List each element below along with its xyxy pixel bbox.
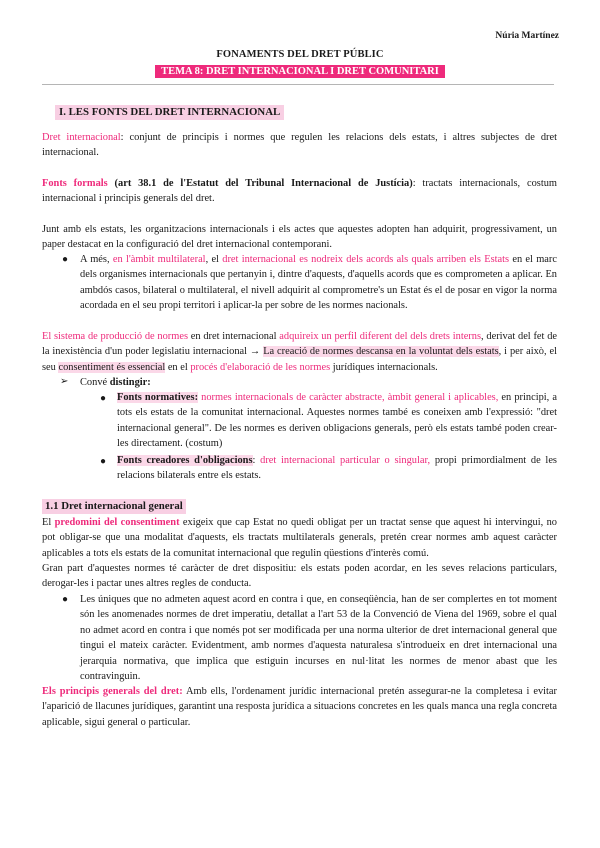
text: El [42, 517, 55, 528]
paragraph-definition [42, 130, 557, 161]
highlight: predomini del consentiment [54, 517, 180, 528]
text: en el [165, 361, 191, 373]
term: Fonts normatives: [117, 392, 199, 403]
text: : [252, 455, 261, 466]
document-title: FONAMENTS DEL DRET PÚBLIC [216, 49, 384, 60]
highlight: procés d'elaboració de les normes [190, 361, 331, 373]
paragraph-fonts-formals [42, 176, 557, 207]
marked-text: La creació de normes descansa en la voluntat dels estats [263, 346, 499, 358]
text: , derivat del fet de la inexistència d'un poder legislatiu internacional → [42, 331, 557, 358]
highlight: en l'àmbit multilateral [112, 254, 206, 265]
term: Fonts formals [42, 178, 108, 189]
subsection-heading: 1.1 Dret internacional general [42, 499, 186, 514]
bullet-dot: ● [100, 393, 107, 404]
text: , i per això, el seu [42, 346, 557, 373]
bullet-dot: ● [100, 456, 107, 467]
section-heading: I. LES FONTS DEL DRET INTERNACIONAL [55, 105, 284, 120]
document-subtitle: TEMA 8: DRET INTERNACIONAL I DRET COMUNITARI [155, 65, 445, 78]
text: en principi, a tots els estats de la comunitat internacional. Aquestes normes també es coneixen amb l'expressió: "dret internacional general". De les normes es deriven obligacions generals, però els estats també poden crear-les directament. (costum) [117, 392, 557, 450]
bullet-dot: ● [62, 254, 69, 265]
term: Dret internacional [42, 132, 121, 143]
bullet-multilateral [80, 252, 557, 314]
text: exigeix que cap Estat no quedi obligat per un tractat sense que aquest hi intervingui, no pot obligar-se que una modalitat d'aquests, els tractats multilaterals generals, pretén crear normes amb aquest caràcter aplicables a tots els estats de la comunitat internacional que regulin qüestions d'interès comú. [42, 517, 558, 559]
paragraph-organizations [42, 222, 557, 253]
paragraph-dispositiu [42, 561, 557, 592]
text: en dret internacional [188, 331, 280, 342]
author-name: Núria Martínez [495, 31, 559, 41]
text: Gran part d'aquestes normes té caràcter de dret dispositiu: els estats poden acordar, en les seves relacions particulars, derogar-les i pactar unes altres regles de conducta. [42, 563, 557, 590]
highlight: normes internacionals de caràcter abstracte, àmbit general i aplicables, [198, 392, 499, 403]
marked-text: consentiment és essencial [58, 361, 166, 373]
paragraph-production [42, 329, 557, 375]
divider [42, 84, 554, 85]
distinguir-line [80, 375, 380, 390]
text: A més, [80, 254, 113, 265]
paragraph-consentiment [42, 515, 557, 561]
text: Les úniques que no admeten aquest acord en contra i que, en conseqüència, han de ser complertes en tot moment són les anomenades normes de dret imperatiu, detallat a l'art 53 de la Convenció de Viena del 1969, sobre el qual no admet acord en contra i que només pot ser modificada per una norma ulterior de dret internacional general que tingui el mateix caràcter. Evidentment, amb normes d'aquesta naturalesa s'introdueix en dret internacional una jerarquia normativa, que implica que estiguin incurses en nul·litat les normes de menor abast que les contravinguin. [80, 594, 557, 683]
reference: (art 38.1 de l'Estatut del Tribunal Internacional de Justícia) [107, 178, 413, 189]
highlight: dret internacional es nodreix dels acords als quals arriben els Estats [222, 254, 510, 265]
text: en el marc dels organismes internacionals que pertanyin i, dintre d'aquests, d'aquells acords que es comprometen a aplicar. En ambdós casos, bilateral o multilateral, el nivell adquirit al comprometre's un Estat és el de posar en vigor la norma acordada en el seu propi territori i aplicar-la per sobre de les normes nacionals. [80, 254, 557, 312]
bold-text: distingir: [109, 377, 151, 388]
text: jurídiques internacionals. [330, 361, 438, 373]
subtitle-wrap [0, 61, 600, 79]
highlight: adquireix un perfil diferent del dels drets interns [279, 331, 482, 342]
text: Junt amb els estats, les organitzacions internacionals i els actes que aquestes adopten han adquirit, progressivament, un paper destacat en la configuració del dret internacional contemporani. [42, 224, 557, 251]
bullet-dot: ● [62, 594, 69, 605]
text: : conjunt de principis i normes que regulen les relacions dels estats, i altres subjectes de dret internacional. [42, 132, 557, 159]
bullet-imperatiu [80, 592, 557, 684]
paragraph-principis [42, 684, 557, 730]
bullet-fonts-obligacions [117, 453, 557, 484]
highlight: El sistema de producció de normes [42, 331, 188, 342]
arrow-bullet-icon: ➢ [60, 376, 69, 387]
term: Fonts creadores d'obligacions [117, 455, 253, 466]
text: Amb ells, l'ordenament jurídic internacional pretén assegurar-ne la completesa i evitar l'aparició de llacunes jurídiques, garantint una resposta jurídica a situacions concretes en les quals manca una regla concreta aplicable, sigui general o particular. [42, 686, 557, 728]
text: Convé [80, 377, 110, 388]
text: : tractats internacionals, costum internacional i principis generals del dret. [42, 178, 557, 205]
highlight: dret internacional particular o singular, [260, 455, 431, 466]
text: propi primordialment de les relacions bilaterals entre els estats. [117, 455, 557, 482]
term: Els principis generals del dret: [42, 686, 183, 697]
bullet-fonts-normatives [117, 390, 557, 452]
text: , el [205, 254, 223, 265]
